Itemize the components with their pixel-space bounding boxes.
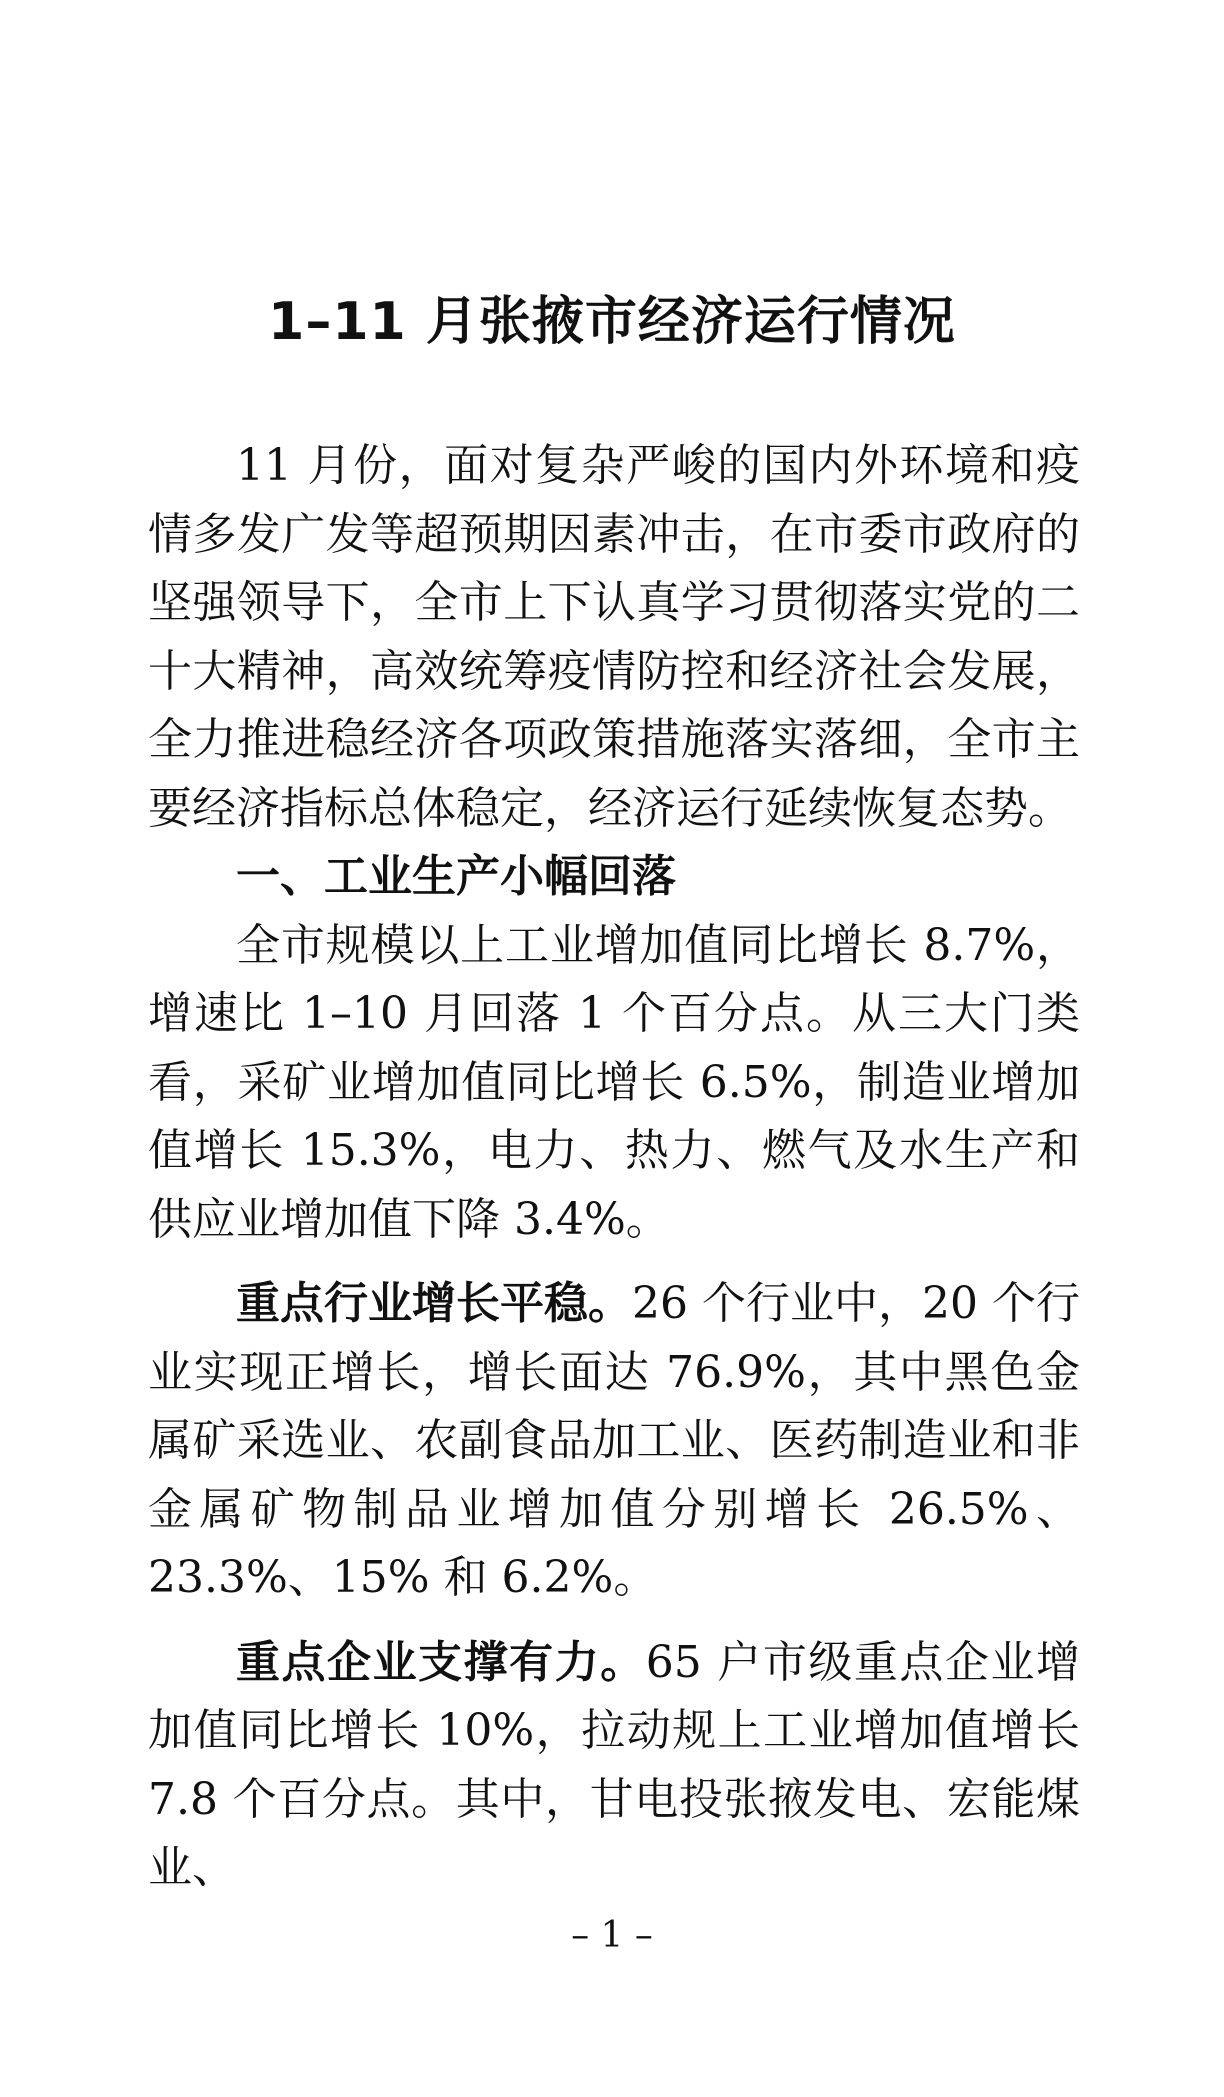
document-title: 1–11 月张掖市经济运行情况 (268, 292, 956, 352)
key-industries-lead: 重点行业增长平稳。 (236, 1278, 633, 1329)
industry-paragraph: 全市规模以上工业增加值同比增长 8.7%，增速比 1–10 月回落 1 个百分点。从三大门类看，采矿业增加值同比增长 6.5%，制造业增加值增长 15.3%，电力、热力、燃气及水生产和供应业增加值下降 3.4%。 (148, 919, 1080, 1245)
intro-paragraph: 11 月份，面对复杂严峻的国内外环境和疫情多发广发等超预期因素冲击，在市委市政府的坚强领导下，全市上下认真学习贯彻落实党的二十大精神，高效统筹疫情防控和经济社会发展，全力推进稳经济各项政策措施落实落细，全市主要经济指标总体稳定，经济运行延续恢复态势。 (148, 440, 1080, 834)
section-heading: 一、工业生产小幅回落 (236, 851, 676, 902)
key-industries-paragraph (148, 1270, 1080, 1613)
key-enterprises-paragraph (148, 1629, 1080, 1903)
key-industries-text: 26 个行业中，20 个行业实现正增长，增长面达 76.9%，其中黑色金属矿采选业、农副食品加工业、医药制造业和非金属矿物制品业增加值分别增长 26.5%、23.3%、15% 和 6.2%。 (148, 1278, 1081, 1603)
document-body (148, 432, 1080, 1903)
key-enterprises-lead: 重点企业支撑有力。 (236, 1636, 646, 1688)
key-enterprises-text: 65 户市级重点企业增加值同比增长 10%，拉动规上工业增加值增长 7.8 个百分点。其中，甘电投张掖发电、宏能煤业、 (148, 1636, 1080, 1893)
page-number: – 1 – (571, 1915, 653, 1956)
